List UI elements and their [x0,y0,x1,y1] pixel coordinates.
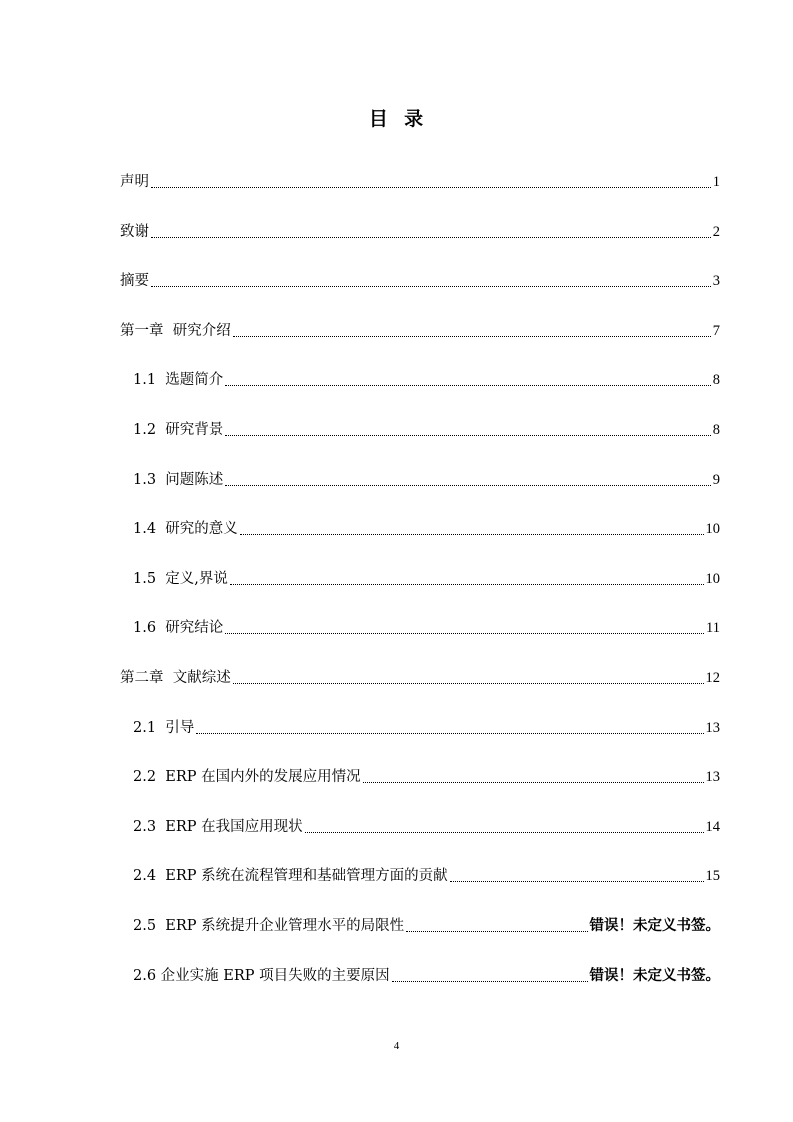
toc-entry-page: 3 [712,273,720,290]
toc-entry-section-1-3[interactable] [120,468,720,518]
toc-entry-section-1-4[interactable] [120,517,720,567]
toc-entry-section-2-6[interactable] [120,964,720,1014]
toc-entry-label: 2.3 ERP 在我国应用现状 [133,818,303,835]
toc-dot-leader [230,567,704,591]
toc-entry-label: 1.5 定义,界说 [133,570,228,587]
toc-entry-page: 10 [705,521,720,538]
toc-entry-section-2-4[interactable] [120,864,720,914]
toc-entry-label: 1.1 选题简介 [133,372,224,389]
toc-entry-label: 致谢 [120,223,149,240]
toc-dot-leader [225,368,710,392]
toc-entry-page: 15 [705,868,720,885]
toc-entry-label: 2.1 引导 [133,719,195,736]
toc-entry-label: 声明 [120,174,149,190]
toc-dot-leader [151,269,711,293]
toc-entry-label: 2.5 ERP 系统提升企业管理水平的局限性 [133,917,405,934]
toc-bookmark-error: 错误！未定义书签。 [589,967,720,984]
toc-entry-page: 11 [706,620,720,637]
toc-entry-page: 2 [712,223,720,240]
toc-entry-label: 2.2 ERP 在国内外的发展应用情况 [133,769,361,786]
toc-entry-section-1-1[interactable] [120,368,720,418]
toc-dot-leader [450,864,704,888]
toc-entry-page: 10 [705,570,720,587]
toc-dot-leader [406,914,587,938]
toc-entry-label: 1.3 问题陈述 [133,471,224,488]
toc-entry-label: 1.4 研究的意义 [133,521,238,538]
toc-dot-leader [392,964,588,988]
toc-dot-leader [225,616,704,640]
toc-entry-label: 1.6 研究结论 [133,620,224,637]
toc-entry-page: 12 [705,669,720,686]
toc-dot-leader [151,170,711,194]
toc-dot-leader [196,716,703,740]
toc-dot-leader [225,468,710,492]
toc-entry-section-1-6[interactable] [120,616,720,666]
toc-entry-section-1-5[interactable] [120,567,720,617]
toc-entry-chapter-1[interactable] [120,319,720,369]
toc-entry-page: 13 [705,769,720,786]
toc-entry-label: 2.6 企业实施 ERP 项目失败的主要原因 [133,967,390,984]
toc-bookmark-error: 错误！未定义书签。 [589,917,720,934]
toc-dot-leader [151,220,711,244]
table-of-contents [120,170,720,1013]
toc-entry-chapter-2[interactable] [120,666,720,716]
toc-entry-acknowledgement[interactable] [120,220,720,270]
toc-entry-abstract[interactable] [120,269,720,319]
toc-dot-leader [225,418,710,442]
toc-dot-leader [240,517,704,541]
toc-entry-label: 2.4 ERP 系统在流程管理和基础管理方面的贡献 [133,868,448,885]
toc-dot-leader [233,319,711,343]
toc-entry-page: 14 [705,818,720,835]
page-number: 4 [393,1040,400,1052]
toc-entry-page: 7 [712,322,720,339]
toc-entry-label: 第一章 研究介绍 [120,322,231,339]
toc-entry-declaration[interactable] [120,170,720,220]
toc-entry-page: 1 [712,174,720,190]
toc-entry-section-1-2[interactable] [120,418,720,468]
toc-entry-page: 8 [712,421,720,438]
toc-dot-leader [233,666,704,690]
toc-entry-label: 第二章 文献综述 [120,669,231,686]
toc-entry-section-2-3[interactable] [120,815,720,865]
toc-entry-page: 9 [712,471,720,488]
toc-entry-section-2-1[interactable] [120,716,720,766]
toc-entry-label: 摘要 [120,273,149,290]
toc-dot-leader [363,765,704,789]
toc-entry-page: 8 [712,372,720,389]
toc-dot-leader [305,815,704,839]
toc-entry-section-2-5[interactable] [120,914,720,964]
toc-entry-label: 1.2 研究背景 [133,421,224,438]
toc-entry-page: 13 [705,719,720,736]
page-title: 目 录 [368,108,425,130]
toc-entry-section-2-2[interactable] [120,765,720,815]
